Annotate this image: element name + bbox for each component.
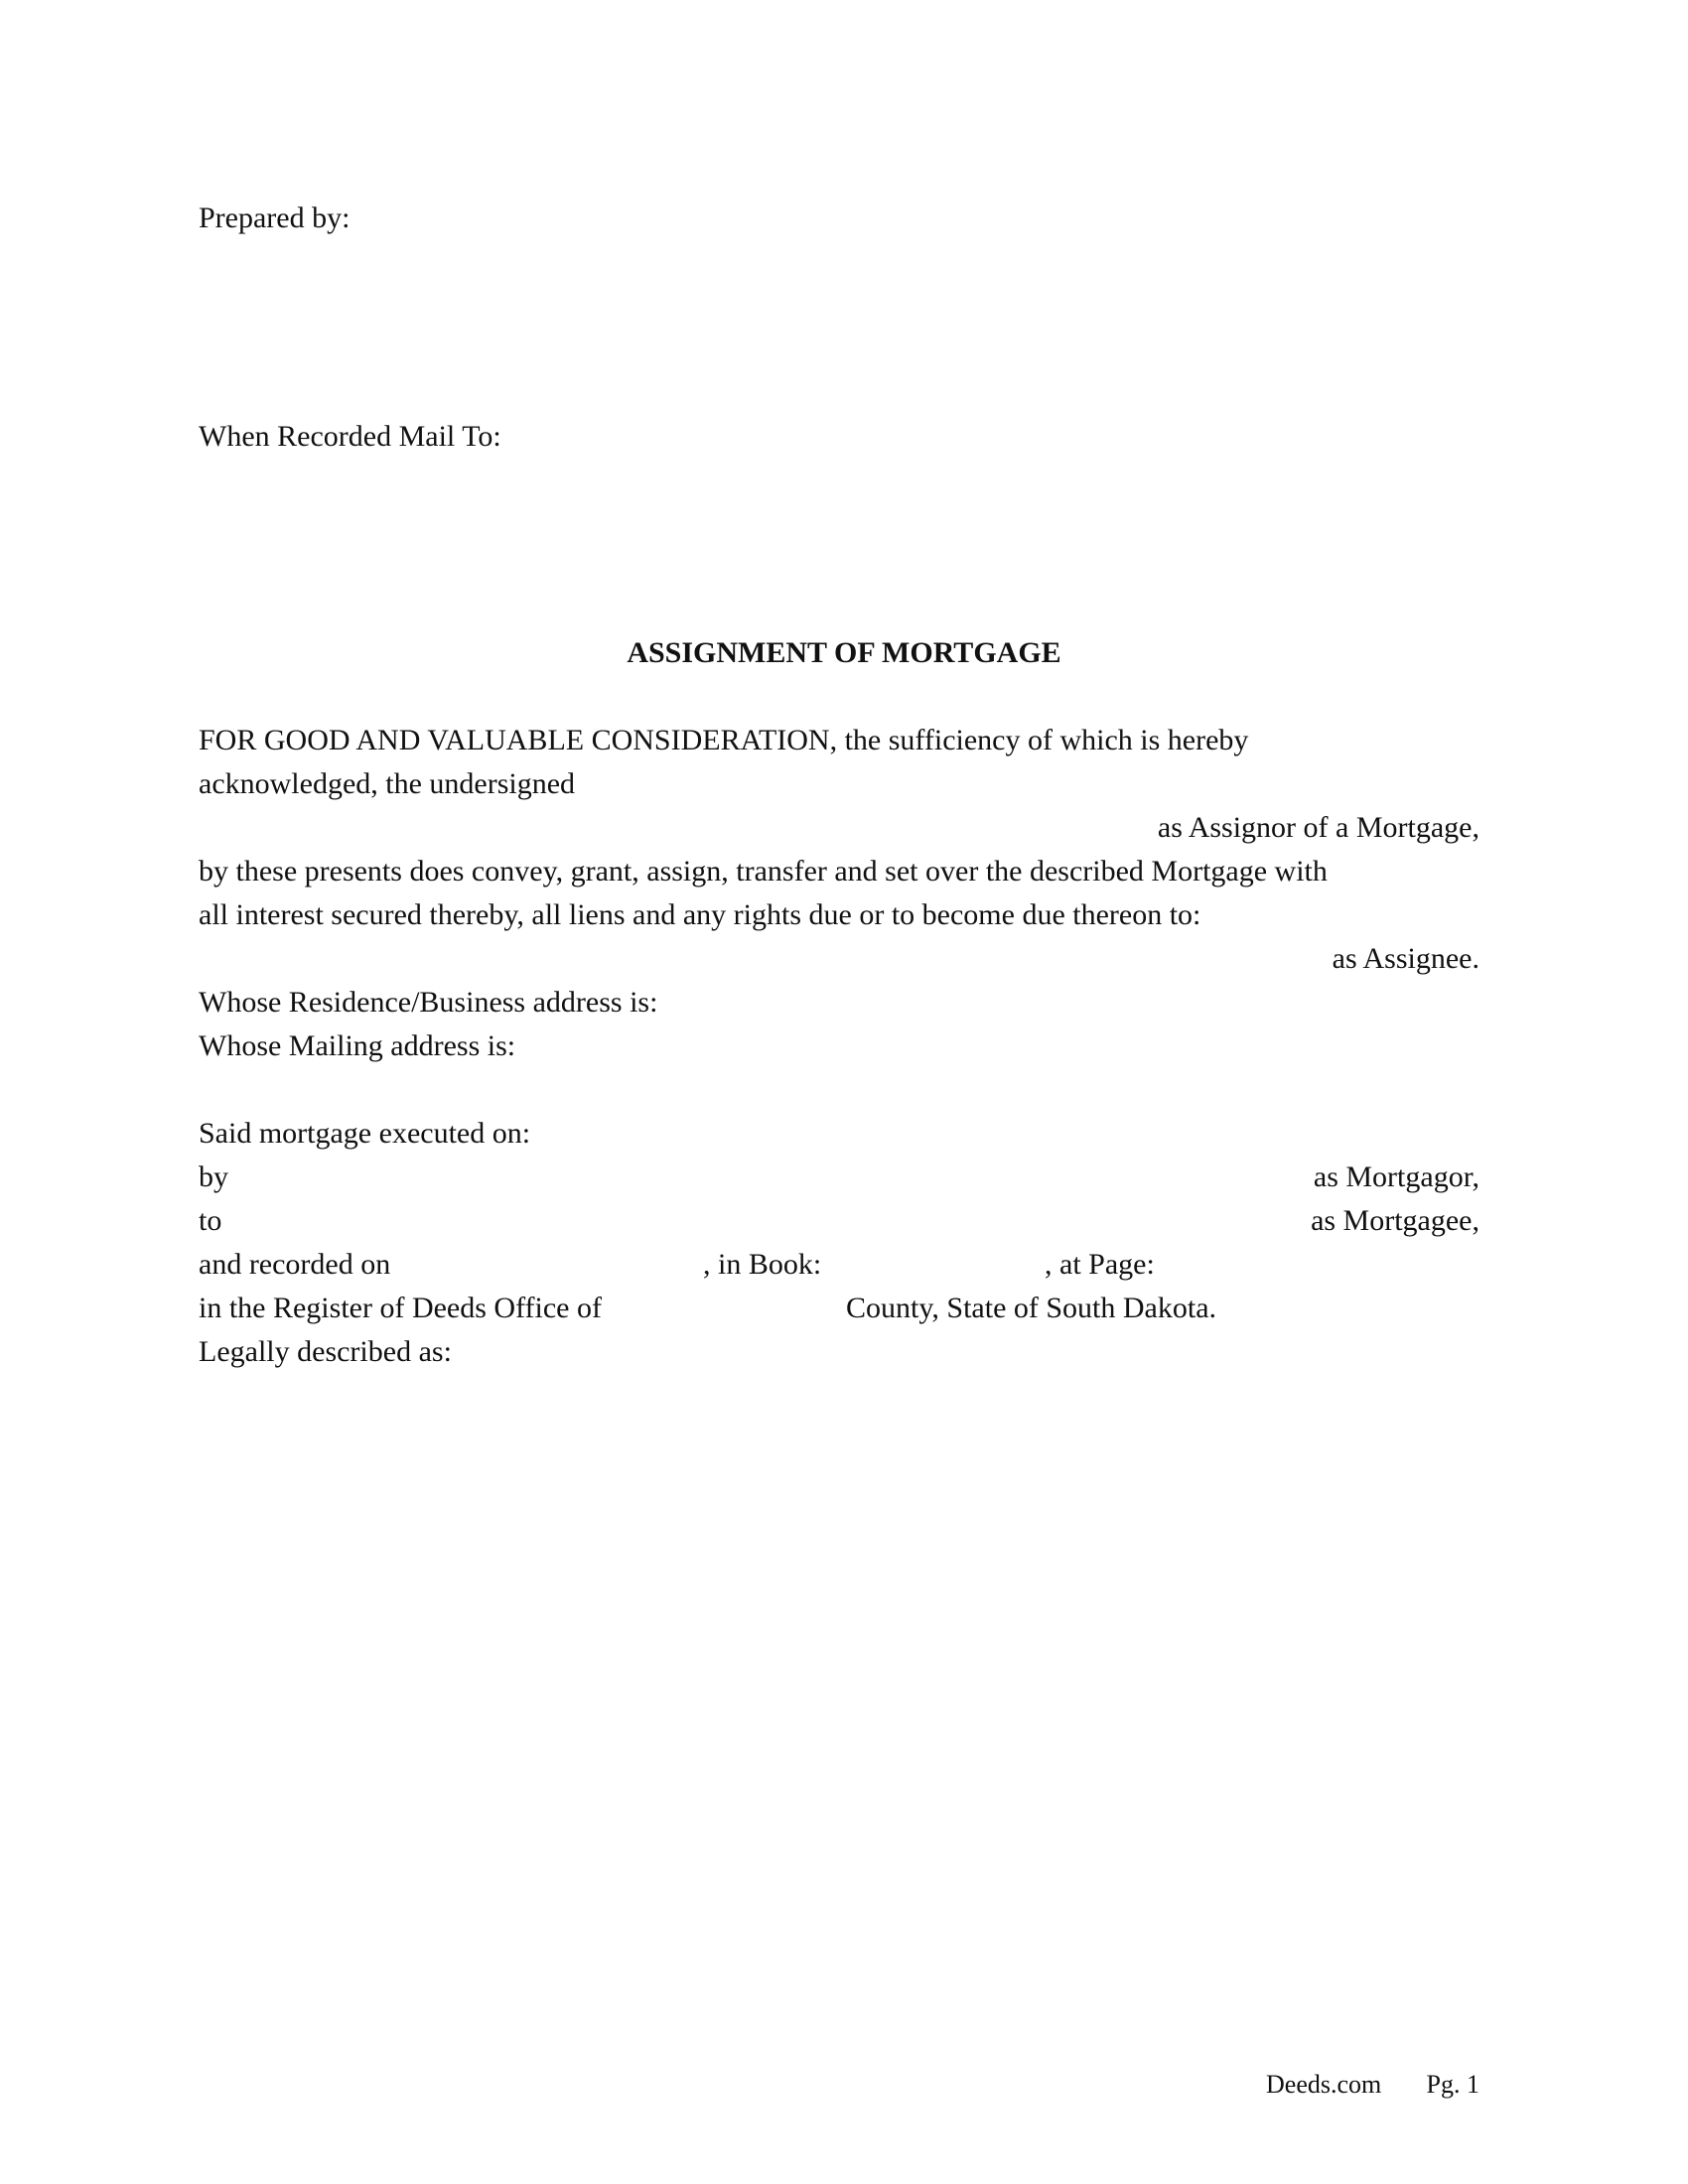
body-line-convey: by these presents does convey, grant, assign, transfer and set over the described Mortgage with (199, 855, 1328, 887)
legal-description-label: Legally described as: (199, 1335, 452, 1368)
mailing-address-label: Whose Mailing address is: (199, 1029, 516, 1062)
body-line-undersigned: acknowledged, the undersigned (199, 767, 576, 800)
register-of-deeds-label: in the Register of Deeds Office of (199, 1292, 602, 1324)
mortgagee-label: as Mortgagee, (1311, 1204, 1479, 1237)
prepared-by-label: Prepared by: (199, 202, 351, 234)
at-page-label: , at Page: (1045, 1248, 1155, 1281)
mail-to-label: When Recorded Mail To: (199, 420, 501, 453)
body-line-interest: all interest secured thereby, all liens and any rights due or to become due thereon to: (199, 898, 1201, 931)
in-book-label: , in Book: (703, 1248, 822, 1281)
body-line-consideration: FOR GOOD AND VALUABLE CONSIDERATION, the sufficiency of which is hereby (199, 724, 1249, 756)
document-title: ASSIGNMENT OF MORTGAGE (627, 636, 1061, 669)
footer-page-number: Pg. 1 (1426, 2070, 1479, 2099)
footer-brand: Deeds.com (1266, 2070, 1382, 2099)
county-state-label: County, State of South Dakota. (846, 1292, 1217, 1324)
assignee-label: as Assignee. (1332, 942, 1479, 975)
to-label: to (199, 1204, 222, 1237)
mortgagor-label: as Mortgagor, (1313, 1160, 1479, 1193)
residence-address-label: Whose Residence/Business address is: (199, 986, 658, 1019)
by-label: by (199, 1160, 228, 1193)
recorded-on-label: and recorded on (199, 1248, 391, 1281)
executed-on-label: Said mortgage executed on: (199, 1117, 531, 1150)
assignor-label: as Assignor of a Mortgage, (1157, 811, 1479, 844)
